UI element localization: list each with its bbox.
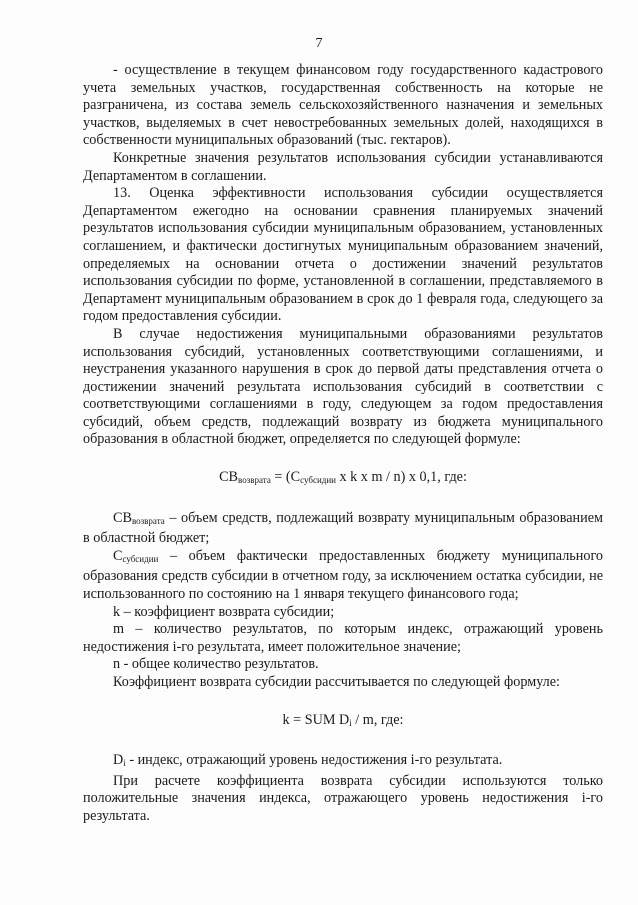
definition-c [83,548,603,604]
definition-c-symbol: С [113,547,123,564]
definition-d [83,752,603,773]
paragraph-positive-values: При расчете коэффициента возврата субсидии используются только положительные значения индекса, отражающего уровень недостижения i-го результата. [83,772,603,824]
formula-subscript-return: возврата [238,475,271,486]
definition-cv-subscript: возврата [131,515,165,526]
definition-d-text: - индекс, отражающий уровень недостижения i-го результата. [125,752,503,769]
formula-symbol-cv: СВ [219,469,239,486]
formula2-left: k = SUM D [282,711,350,728]
definition-d-symbol: D [113,752,124,769]
paragraph-result-values: Конкретные значения результатов использования субсидии устанавливаются Департаментом в соглашении. [83,149,603,184]
definition-cv [83,510,603,548]
formula2-subscript: i [349,717,352,728]
formula-eq-open: = (С [270,469,301,486]
formula-return-volume [83,469,603,490]
definition-n: n - общее количество результатов. [113,656,319,673]
paragraph-cadastral-registration: - осуществление в текущем финансовом году государственного кадастрового учета земельных участков, государственная собственность на которые не разграничена, из состава земель сельскохозяйственного назначения и земельных участков, выделяемых в счет невостребованных земельных долей, находящихся в собственности муниципальных образований (тыс. гектаров). [83,62,603,149]
definition-k: k – коэффициент возврата субсидии; [113,603,335,620]
formula-rest: x k x m / n) x 0,1, где: [335,469,467,486]
formula2-right: / m, где: [351,711,404,728]
paragraph-nonachievement-case: В случае недостижения муниципальными образованиями результатов использования субсидий, установленных соответствующими соглашениями, и неустранения указанного нарушения в срок до первой даты представления отчета о достижении значений результата использования субсидий в соответствии с соответствующими соглашениями в году, следующем за годом предоставления субсидий, объем средств, подлежащий возврату из бюджета муниципального образования в областной бюджет, определяется по следующей формуле: [83,325,603,448]
paragraph-coefficient-intro: Коэффициент возврата субсидии рассчитывается по следующей формуле: [113,674,560,690]
definition-cv-text: – объем средств, подлежащий возврату муниципальным образованием в областной бюджет; [83,509,603,547]
definition-m: m – количество результатов, по которым индекс, отражающий уровень недостижения i-го результата, имеет положительное значение; [83,621,603,655]
formula-coefficient [83,712,603,733]
definition-c-text: – объем фактически предоставленных бюджету муниципального образования средств субсидии в отчетном году, за исключением остатка субсидии, не использованного по состоянию на 1 января текущего финансового года; [83,547,603,603]
definition-c-subscript: субсидии [122,553,159,564]
document-body [83,62,603,826]
paragraph-efficiency-evaluation: 13. Оценка эффективности использования субсидии осуществляется Департаментом ежегодно на основании сравнения планируемых значений результатов использования субсидии муниципальным образованием, установленных соглашением, и фактически достигнутых муниципальным образованием значений, определяемых на основании отчета о достижении значений результатов использования субсидии по форме, установленной в соглашении, представляемого в Департамент муниципальным образованием в срок до 1 февраля года, следующего за годом предоставления субсидии. [83,185,603,325]
page-number: 7 [315,36,323,51]
formula-subscript-subsidy: субсидии [300,475,336,486]
definition-cv-symbol: СВ [113,509,132,526]
definition-d-subscript: i [123,758,126,769]
